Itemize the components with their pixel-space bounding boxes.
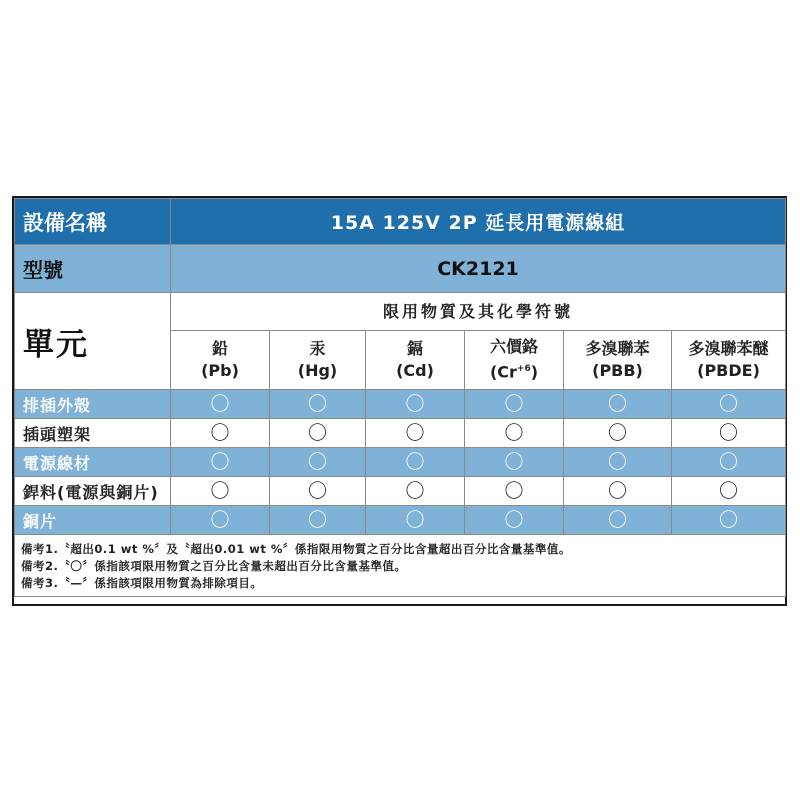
- mark-cell: [564, 390, 672, 419]
- compliant-mark: 〇: [719, 480, 739, 502]
- substance-symbol: (Pb): [201, 361, 239, 380]
- substance-name: 鎘: [406, 339, 423, 358]
- compliant-mark: 〇: [307, 451, 327, 473]
- mark-cell: [366, 448, 465, 477]
- table-row: [15, 448, 786, 477]
- substance-pbde-header: [672, 331, 786, 390]
- restricted-substances-header: 限用物質及其化學符號: [171, 293, 786, 331]
- model-value: CK2121: [171, 245, 786, 293]
- compliant-mark: 〇: [504, 422, 524, 444]
- mark-cell: [672, 506, 786, 535]
- mark-cell: [270, 448, 366, 477]
- compliant-mark: 〇: [405, 422, 425, 444]
- mark-cell: [564, 419, 672, 448]
- substance-name: 多溴聯苯: [585, 339, 650, 358]
- substance-lead-header: [171, 331, 270, 390]
- unit-label: 單元: [15, 293, 171, 390]
- substance-mercury-header: [270, 331, 366, 390]
- notes-row: [15, 535, 786, 597]
- compliant-mark: 〇: [405, 509, 425, 531]
- substance-cadmium-header: [366, 331, 465, 390]
- compliant-mark: 〇: [607, 422, 627, 444]
- substance-symbol: (PBB): [592, 361, 643, 380]
- mark-cell: [366, 390, 465, 419]
- model-row: [15, 245, 786, 293]
- notes-cell: [15, 535, 786, 597]
- substance-name: 汞: [309, 339, 326, 358]
- note-2: 備考2.〝〇〞係指該項限用物質之百分比含量未超出百分比含量基準值。: [21, 559, 407, 573]
- compliant-mark: 〇: [405, 480, 425, 502]
- model-label: 型號: [15, 245, 171, 293]
- compliant-mark: 〇: [210, 480, 230, 502]
- compliant-mark: 〇: [504, 451, 524, 473]
- compliant-mark: 〇: [307, 422, 327, 444]
- substance-table: [14, 198, 786, 597]
- mark-cell: [270, 506, 366, 535]
- mark-cell: [465, 448, 564, 477]
- unit-name: 電源線材: [15, 448, 171, 477]
- mark-cell: [171, 419, 270, 448]
- substance-chromium-header: [465, 331, 564, 390]
- mark-cell: [171, 506, 270, 535]
- compliant-mark: 〇: [504, 393, 524, 415]
- mark-cell: [366, 506, 465, 535]
- note-3: 備考3.〝—〞係指該項限用物質為排除項目。: [21, 576, 263, 590]
- rohs-declaration-table: [12, 196, 787, 606]
- mark-cell: [672, 448, 786, 477]
- substance-symbol: $(Cr^{+6})$: [489, 362, 539, 382]
- mark-cell: [465, 419, 564, 448]
- mark-cell: [564, 477, 672, 506]
- restricted-header-row: [15, 293, 786, 331]
- substance-symbol: (Cd): [396, 361, 434, 380]
- mark-cell: [171, 477, 270, 506]
- mark-cell: [270, 390, 366, 419]
- compliant-mark: 〇: [719, 393, 739, 415]
- table-row: [15, 419, 786, 448]
- substance-name: 鉛: [211, 339, 228, 358]
- compliant-mark: 〇: [504, 509, 524, 531]
- compliant-mark: 〇: [210, 393, 230, 415]
- substance-pbb-header: [564, 331, 672, 390]
- mark-cell: [672, 390, 786, 419]
- compliant-mark: 〇: [607, 480, 627, 502]
- note-1: 備考1.〝超出0.1 wt %〞及〝超出0.01 wt %〞係指限用物質之百分比含量超出百分比含量基準值。: [21, 542, 571, 556]
- mark-cell: [672, 419, 786, 448]
- compliant-mark: 〇: [719, 451, 739, 473]
- compliant-mark: 〇: [607, 393, 627, 415]
- compliant-mark: 〇: [719, 422, 739, 444]
- mark-cell: [270, 477, 366, 506]
- mark-cell: [171, 390, 270, 419]
- unit-name: 插頭塑架: [15, 419, 171, 448]
- mark-cell: [465, 390, 564, 419]
- substance-symbol: (Hg): [297, 361, 338, 380]
- compliant-mark: 〇: [719, 509, 739, 531]
- mark-cell: [465, 506, 564, 535]
- unit-name: 銅片: [15, 506, 171, 535]
- table-row: [15, 390, 786, 419]
- mark-cell: [366, 419, 465, 448]
- compliant-mark: 〇: [210, 422, 230, 444]
- mark-cell: [270, 419, 366, 448]
- mark-cell: [465, 477, 564, 506]
- compliant-mark: 〇: [607, 509, 627, 531]
- compliant-mark: 〇: [405, 451, 425, 473]
- compliant-mark: 〇: [307, 509, 327, 531]
- compliant-mark: 〇: [405, 393, 425, 415]
- substance-name: 多溴聯苯醚: [688, 339, 769, 358]
- compliant-mark: 〇: [307, 480, 327, 502]
- compliant-mark: 〇: [210, 451, 230, 473]
- compliant-mark: 〇: [307, 393, 327, 415]
- mark-cell: [564, 448, 672, 477]
- substance-symbol: (PBDE): [697, 361, 760, 380]
- table-row: [15, 506, 786, 535]
- mark-cell: [672, 477, 786, 506]
- compliant-mark: 〇: [504, 480, 524, 502]
- device-name-row: [15, 199, 786, 245]
- substance-name: 六價鉻: [489, 337, 538, 357]
- compliant-mark: 〇: [210, 509, 230, 531]
- unit-name: 排插外殼: [15, 390, 171, 419]
- compliant-mark: 〇: [607, 451, 627, 473]
- unit-name: 銲料(電源與銅片): [15, 477, 171, 506]
- device-name-label: 設備名稱: [15, 199, 171, 245]
- device-name-value: 15A 125V 2P 延長用電源線組: [171, 199, 786, 245]
- table-row: [15, 477, 786, 506]
- mark-cell: [366, 477, 465, 506]
- mark-cell: [171, 448, 270, 477]
- mark-cell: [564, 506, 672, 535]
